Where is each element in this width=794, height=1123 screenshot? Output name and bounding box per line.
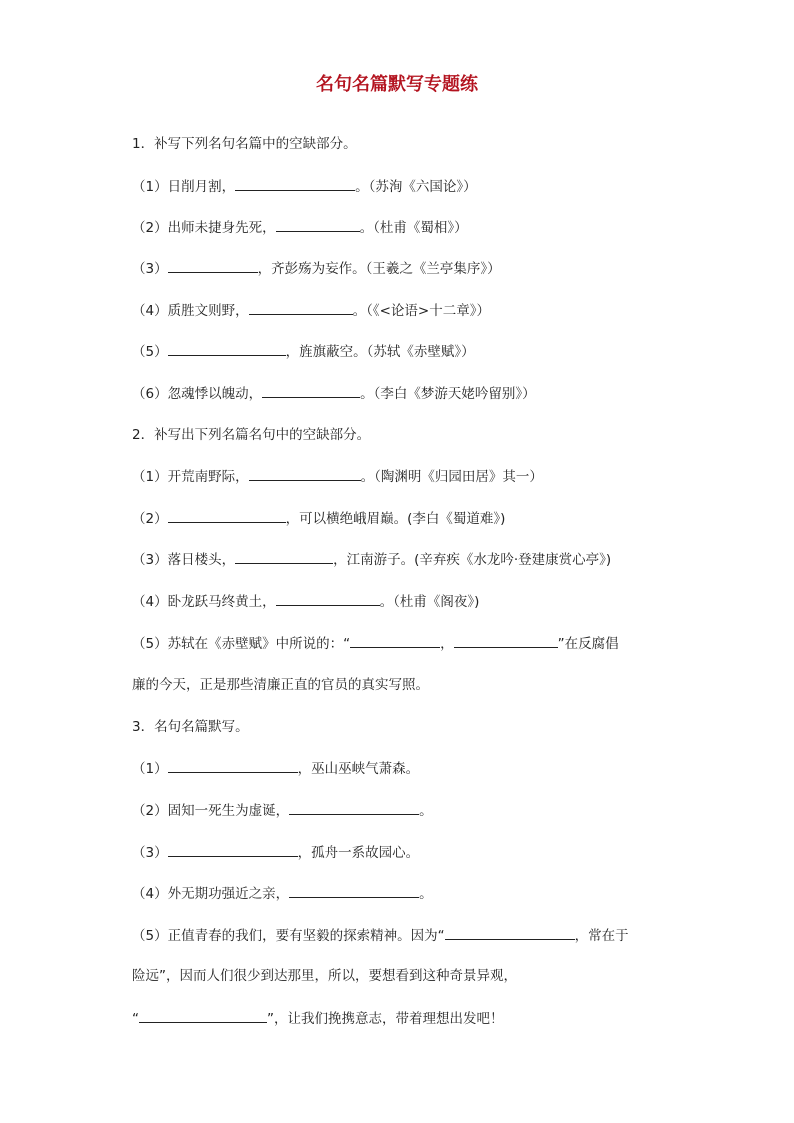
q1-item-2-pre: （2）出师未捷身先死， [132,220,276,236]
q3-item-1 [132,758,419,779]
q2-item-4 [132,591,479,612]
q3-item-5-pre: （5）正值青春的我们，要有坚毅的探索精神。因为“ [132,928,445,944]
q2-item-1 [132,466,543,487]
answer-blank[interactable] [168,508,286,523]
q3-item-5 [132,925,629,946]
answer-blank[interactable] [262,383,360,398]
answer-blank[interactable] [235,549,333,564]
q3-item-4-pre: （4）外无期功强近之亲， [132,886,290,902]
q1-item-6 [132,383,536,404]
q1-item-3-post: ，齐彭殇为妄作。（王羲之《兰亭集序》） [257,261,501,277]
q3-item-5-line-3-post: ”，让我们挽携意志，带着理想出发吧！ [267,1011,504,1027]
q1-item-2 [132,217,468,238]
q2-item-1-post: 。（陶渊明《归园田居》其一） [360,469,543,485]
q1-item-1 [132,176,477,197]
q2-item-1-pre: （1）开荒南野际， [132,469,249,485]
q1-item-6-pre: （6）忽魂悸以魄动， [132,386,263,402]
q2-item-2 [132,508,505,529]
q1-item-5 [132,341,475,362]
answer-blank[interactable] [445,925,575,940]
answer-blank[interactable] [289,800,419,815]
q2-heading: 2．补写出下列名篇名句中的空缺部分。 [132,427,371,443]
answer-blank[interactable] [276,591,380,606]
q3-item-5-line-2: 险远”，因而人们很少到达那里，所以，要想看到这种奇景异观， [132,968,517,984]
q1-heading: 1．补写下列名句名篇中的空缺部分。 [132,136,357,152]
answer-blank[interactable] [168,758,298,773]
q2-item-3 [132,549,611,570]
q1-item-5-pre: （5） [132,344,168,360]
document-title: 名句名篇默写专题练 [316,74,478,95]
q3-item-3-pre: （3） [132,845,168,861]
q2-item-5-pre: （5）苏轼在《赤壁赋》中所说的：“ [132,636,351,652]
answer-blank[interactable] [168,341,286,356]
q1-item-6-post: 。（李白《梦游天姥吟留别》） [360,386,536,402]
answer-blank[interactable] [249,466,361,481]
q3-item-1-post: ，巫山巫峡气萧森。 [297,761,420,777]
q1-item-1-post: 。（苏洵《六国论》） [355,179,477,195]
q2-item-2-post: ，可以横绝峨眉巅。(李白《蜀道难》) [285,511,506,527]
q3-item-5-post: ，常在于 [574,928,629,944]
q3-item-4-post: 。 [419,886,433,902]
answer-blank[interactable] [139,1008,267,1023]
answer-blank[interactable] [249,300,353,315]
q3-item-5-line-3-pre: “ [132,1011,139,1027]
q3-item-5-line-3 [132,1008,504,1029]
q1-item-4 [132,300,490,321]
q2-item-3-post: ，江南游子。(辛弃疾《水龙吟·登建康赏心亭》) [333,552,612,568]
q3-item-1-pre: （1） [132,761,168,777]
q2-item-5-continuation: 廉的今天，正是那些清廉正直的官员的真实写照。 [132,677,429,693]
q2-item-2-pre: （2） [132,511,168,527]
q2-item-5-post: ”在反腐倡 [557,636,619,652]
q1-item-4-post: 。（《<论语>十二章》） [352,303,490,319]
answer-blank[interactable] [276,217,360,232]
q3-item-3-post: ，孤舟一系故园心。 [297,845,420,861]
q1-item-4-pre: （4）质胜文则野， [132,303,249,319]
q3-item-2-post: 。 [419,803,433,819]
q3-heading: 3．名句名篇默写。 [132,719,249,735]
q1-item-2-post: 。（杜甫《蜀相》） [359,220,468,236]
q1-item-5-post: ，旌旗蔽空。（苏轼《赤壁赋》） [285,344,475,360]
q2-item-3-pre: （3）落日楼头， [132,552,236,568]
q2-item-4-pre: （4）卧龙跃马终黄土， [132,594,276,610]
q2-item-5 [132,633,619,654]
answer-blank[interactable] [168,258,258,273]
answer-blank[interactable] [454,633,558,648]
q2-item-4-post: 。（杜甫《阁夜》) [379,594,480,610]
answer-blank[interactable] [350,633,440,648]
q3-item-2-pre: （2）固知一死生为虚诞， [132,803,290,819]
q1-item-1-pre: （1）日削月割， [132,179,236,195]
q3-item-3 [132,842,419,863]
answer-blank[interactable] [235,176,355,191]
q1-item-3-pre: （3） [132,261,168,277]
answer-blank[interactable] [168,842,298,857]
q2-item-5-mid: ， [440,636,454,652]
q3-item-4 [132,883,433,904]
q3-item-2 [132,800,433,821]
answer-blank[interactable] [289,883,419,898]
q1-item-3 [132,258,501,279]
